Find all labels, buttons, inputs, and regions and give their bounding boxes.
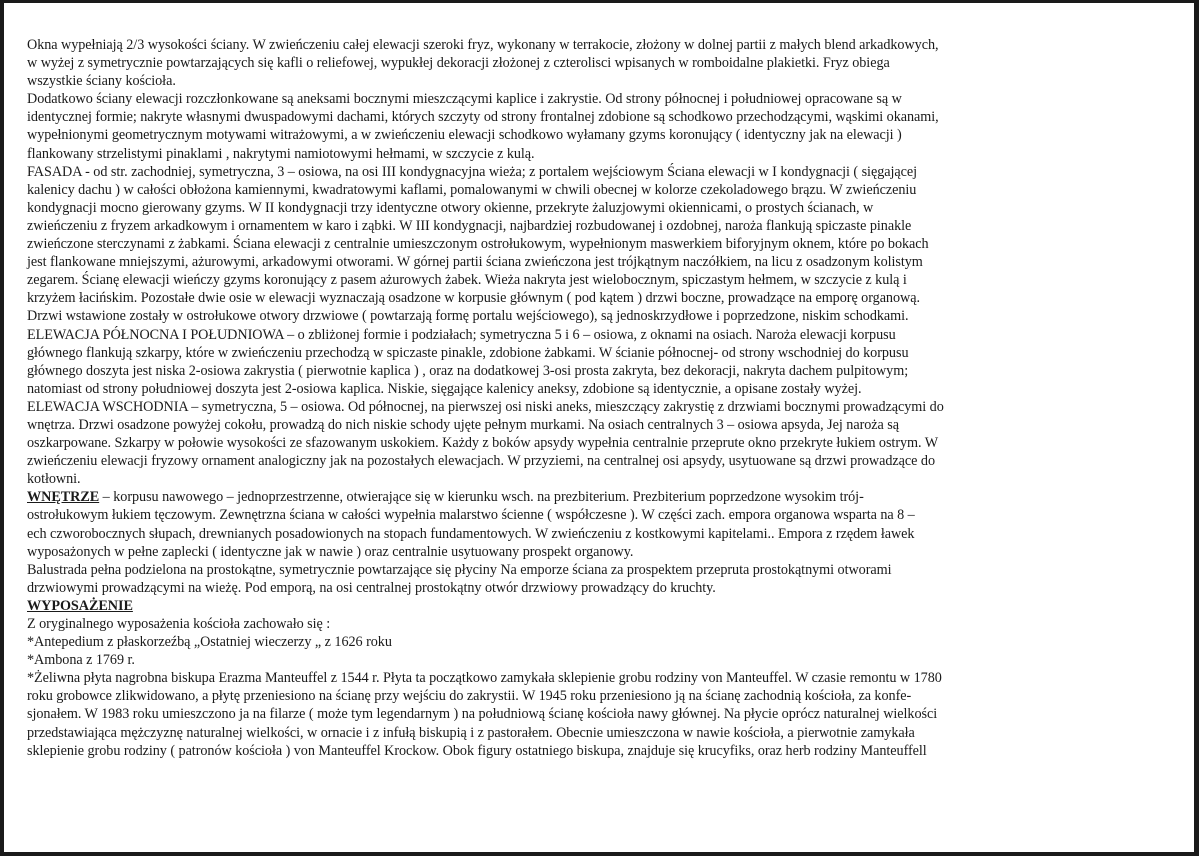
text-line: ostrołukowym łukiem tęczowym. Zewnętrzna ściana w całości wypełnia malarstwo ścienne ( współczesne ). W części zach. empora organowa wsparta na 8 – [27,507,915,524]
text-line: flankowany strzelistymi pinaklami , nakrytymi namiotowymi hełmami, w szczycie z kulą. [27,145,535,162]
text-line: wszystkie ściany kościoła. [27,73,176,90]
text-line: ELEWACJA WSCHODNIA – symetryczna, 5 – osiowa. Od północnej, na pierwszej osi niski aneks, mieszczący zakrystię z drzwiami bocznymi prowadzącymi do [27,398,944,415]
text-line: wypełnionymi geometrycznym motywami witrażowymi, a w zwieńczeniu elewacji schodkowo wyłamany gzyms koronujący ( identyczny jak na elewacji ) [27,127,902,144]
text-line: zegarem. Ścianę elewacji wieńczy gzyms koronujący z pasem ażurowych żabek. Wieża nakryta jest wielobocznym, spiczastym hełmem, w szczycie z kulą i [27,272,907,289]
text-line: drzwiowymi prowadzącymi na wieżę. Pod emporą, na osi centralnej prostokątny otwór drzwiowy prowadzący do kruchty. [27,579,716,596]
text-line: kotłowni. [27,471,81,488]
text-line: oszkarpowane. Szkarpy w połowie wysokości ze sfazowanym uskokiem. Każdy z boków apsydy wypełnia centralnie przeprute okno przekryte łukiem ostrym. W [27,435,939,452]
text-line: wyposażonych w pełne zaplecki ( identyczne jak w nawie ) oraz centralnie usytuowany prospekt organowy. [27,543,634,560]
text-line: wnętrza. Drzwi osadzone powyżej cokołu, prowadzą do nich niskie schody ujęte pełnym murkami. Na osiach centralnych 3 – osiowa apsyda, Jej naroża są [27,416,899,433]
text-line: identycznej formie; nakryte własnymi dwuspadowymi dachami, których szczyty od strony frontalnej zdobione są schodkowo przechodzącymi, wąskimi okanami, [27,109,939,126]
text-line: jest flankowane mniejszymi, ażurowymi, arkadowymi otworami. W górnej partii ściana zwieńczona jest trójkątnym naczółkiem, na licu z osadzonym kolistym [27,254,923,271]
list-item: *Antepedium z płaskorzeźbą „Ostatniej wieczerzy „ z 1626 roku [27,634,392,651]
text-line: Z oryginalnego wyposażenia kościoła zachowało się : [27,616,331,632]
text-line: Drzwi wstawione zostały w ostrołukowe otwory drzwiowe ( powtarzają formę portalu wejściowego), są jednoskrzydłowe i poprzedzone, niskim schodkami. [27,308,909,325]
text-line: krzyżem łacińskim. Pozostałe dwie osie w elewacji wyznaczają osadzone w korpusie głównym ( pod kątem ) drzwi boczne, prowadzące na emporę organową. [27,290,920,307]
section-heading-wyposazenie: WYPOSAŻENIE [27,597,133,614]
text-line: natomiast od strony południowej doszyta jest 2-osiowa kaplica. Niskie, sięgające kalenicy aneksy, zdobione są identycznie, a opisane zostały wyżej. [27,380,862,397]
wnetrze-line [27,488,1152,506]
text-line: Okna wypełniają 2/3 wysokości ściany. W zwieńczeniu całej elewacji szeroki fryz, wykonany w terrakocie, złożony w dolnej partii z małych blend arkadkowych, [27,37,939,53]
text-line: ech czworobocznych słupach, drewnianych posadowionych na stopach fundamentowych. W zwieńczeniu z kostkowymi kapitelami.. Empora z rzędem ławek [27,525,915,542]
text-line: zwieńczeniu z fryzem arkadkowym i ornamentem w karo i ząbki. W III kondygnacji, najbardziej rozbudowanej i ozdobnej, naroża flankują spiczaste pinakle [27,217,912,234]
text-line: sjonałem. W 1983 roku umieszczono ja na filarze ( może tym legendarnym ) na południową ścianę kościoła nawy głównej. Na płycie oprócz naturalnej wielkości [27,706,938,723]
text-line: zwieńczone sterczynami z żabkami. Ściana elewacji z centralnie umieszczonym ostrołukowym, wypełnionym maswerkiem biforyjnym oknem, które po bokach [27,236,929,253]
document-page [4,3,1194,852]
document-body [27,36,1152,760]
text-line: roku grobowce zlikwidowano, a płytę przeniesiono na ścianę przy wejściu do zakrystii. W 1945 roku przeniesiono ją na ścianę zachodnią kościoła, za konfe- [27,688,912,705]
list-item: *Ambona z 1769 r. [27,652,135,669]
text-line: ELEWACJA PÓŁNOCNA I POŁUDNIOWA – o zbliżonej formie i podziałach; symetryczna 5 i 6 – osiowa, z oknami na osiach. Naroża elewacji korpusu [27,326,896,343]
text-line: sklepienie grobu rodziny ( patronów kościoła ) von Manteuffel Krockow. Obok figury ostatniego biskupa, znajduje się krucyfiks, oraz herb rodziny Manteuffell [27,742,927,759]
text-segment: – korpusu nawowego – jednoprzestrzenne, otwierające się w kierunku wsch. na prezbiterium. Prezbiterium poprzedzone wysokim trój- [99,489,864,506]
text-line: Balustrada pełna podzielona na prostokątne, symetrycznie powtarzające się płyciny Na emporze ściana za prospektem przepruta prostokątnymi otworami [27,561,892,578]
text-line: Dodatkowo ściany elewacji rozczłonkowane są aneksami bocznymi mieszczącymi kaplice i zakrystie. Od strony północnej i południowej opracowane są w [27,91,902,108]
text-line: przedstawiająca mężczyznę naturalnej wielkości, w ornacie i z infułą biskupią i z pastorałem. Obecnie umieszczona w nawie kościoła, a pierwotnie zamykała [27,724,915,741]
text-line: kalenicy dachu ) w całości obłożona kamiennymi, kwadratowymi kaflami, pomalowanymi w chwili obecnej w kolorze czekoladowego brązu. W zwieńczeniu [27,181,917,198]
text-line: głównego flankują szkarpy, które w zwieńczeniu przechodzą w spiczaste pinakle, zdobione żabkami. W ścianie północnej- od strony wschodniej do korpusu [27,344,909,361]
text-line: głównego doszyta jest niska 2-osiowa zakrystia ( pierwotnie kaplica ) , oraz na dodatkowej 3-osi prosta zakryta, bez dekoracji, nakryta dachem pulpitowym; [27,362,909,379]
text-line: FASADA - od str. zachodniej, symetryczna, 3 – osiowa, na osi III kondygnacyjna wieża; z portalem wejściowym Ściana elewacji w I kondygnacji ( sięgającej [27,163,918,180]
text-line: zwieńczeniu elewacji fryzowy ornament analogiczny jak na pozostałych elewacjach. W przyziemi, na centralnej osi apsydy, usytuowane są drzwi prowadzące do [27,453,935,470]
text-line: kondygnacji mocno gierowany gzyms. W II kondygnacji trzy identyczne otwory okienne, przekryte żaluzjowymi okiennicami, o prostych ścianach, w [27,199,874,216]
list-item: *Żeliwna płyta nagrobna biskupa Erazma Manteuffel z 1544 r. Płyta ta początkowo zamykała sklepienie grobu rodziny von Manteuffel. W czasie remontu w 1780 [27,670,942,687]
text-line: w wyżej z symetrycznie powtarzających się kafli o reliefowej, wypukłej dekoracji złożonej z czterolisci wpisanych w romboidalne plakietki. Fryz obiega [27,55,890,72]
section-heading-wnetrze: WNĘTRZE [27,489,100,506]
